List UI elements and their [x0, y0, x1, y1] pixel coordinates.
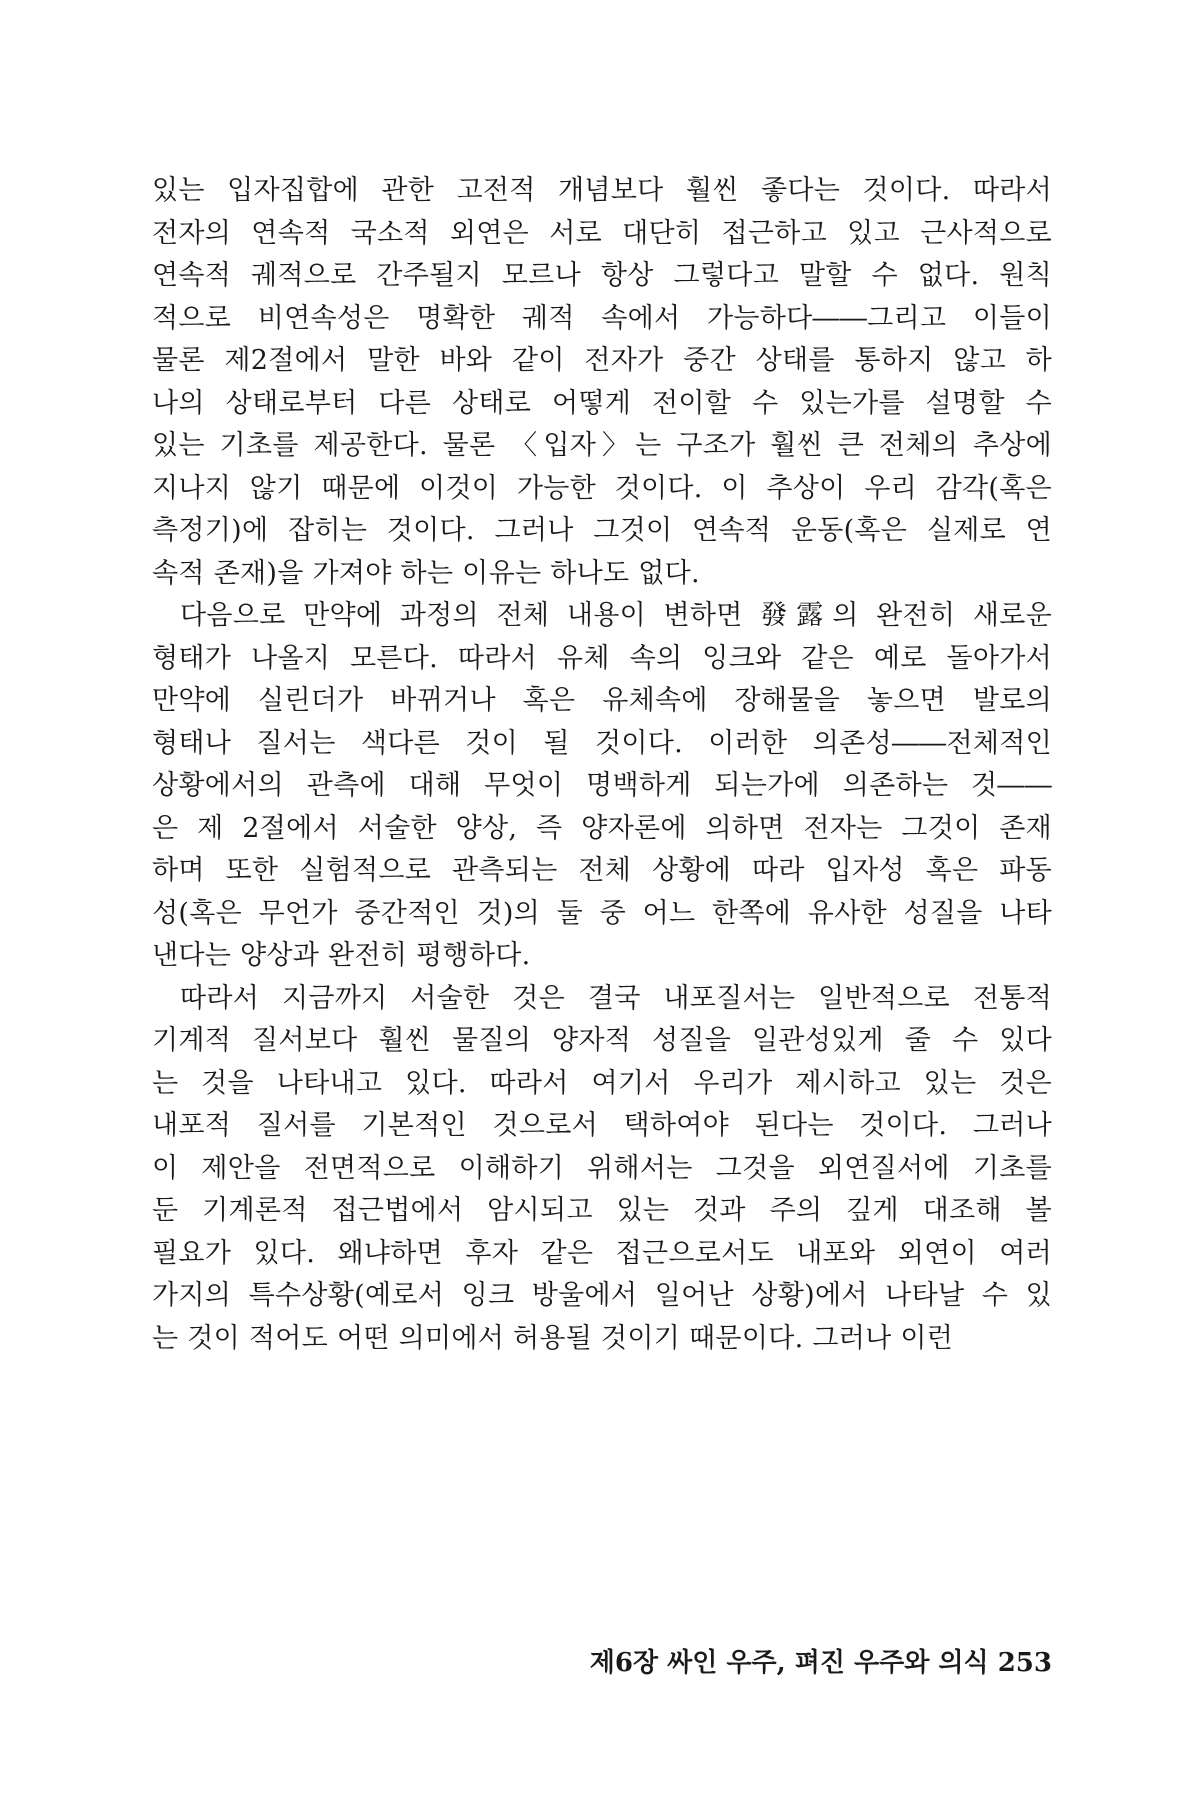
text-line: 이 제안을 전면적으로 이해하기 위해서는 그것을 외연질서에 기초를 — [152, 1152, 1052, 1184]
text-line: 상황에서의 관측에 대해 무엇이 명백하게 되는가에 의존하는 것―― — [152, 770, 1052, 801]
text-line: 는 것이 적어도 어떤 의미에서 허용될 것이기 때문이다. 그러나 이런 — [152, 1322, 954, 1354]
text-line: 는 것을 나타내고 있다. 따라서 여기서 우리가 제시하고 있는 것은 — [152, 1067, 1052, 1099]
body-text — [152, 170, 1052, 1360]
text-line: 측정기)에 잡히는 것이다. 그러나 그것이 연속적 운동(혹은 실제로 연 — [152, 515, 1052, 546]
text-line: 따라서 지금까지 서술한 것은 결국 내포질서는 일반적으로 전통적 — [180, 982, 1052, 1014]
text-line: 기계적 질서보다 훨씬 물질의 양자적 성질을 일관성있게 줄 수 있다 — [152, 1025, 1052, 1056]
text-line: 다음으로 만약에 과정의 전체 내용이 변하면 發露의 완전히 새로운 — [180, 600, 1052, 631]
text-line: 내포적 질서를 기본적인 것으로서 택하여야 된다는 것이다. 그러나 — [152, 1110, 1052, 1141]
text-line: 전자의 연속적 국소적 외연은 서로 대단히 접근하고 있고 근사적으로 — [152, 217, 1052, 249]
paragraph — [152, 595, 1052, 978]
paragraph — [152, 170, 1052, 595]
text-line: 있는 입자집합에 관한 고전적 개념보다 훨씬 좋다는 것이다. 따라서 — [152, 175, 1052, 206]
text-line: 가지의 특수상황(예로서 잉크 방울에서 일어난 상황)에서 나타날 수 있 — [152, 1280, 1052, 1311]
text-line: 형태나 질서는 색다른 것이 될 것이다. 이러한 의존성――전체적인 — [152, 727, 1052, 759]
text-line: 하며 또한 실험적으로 관측되는 전체 상황에 따라 입자성 혹은 파동 — [152, 855, 1052, 886]
text-line: 만약에 실린더가 바뀌거나 혹은 유체속에 장해물을 놓으면 발로의 — [152, 685, 1052, 716]
text-line: 물론 제2절에서 말한 바와 같이 전자가 중간 상태를 통하지 않고 하 — [152, 345, 1052, 376]
text-line: 적으로 비연속성은 명확한 궤적 속에서 가능하다――그리고 이들이 — [152, 302, 1052, 334]
text-line: 성(혹은 무언가 중간적인 것)의 둘 중 어느 한쪽에 유사한 성질을 나타 — [152, 897, 1052, 929]
page-footer — [560, 1642, 1052, 1679]
text-line: 형태가 나올지 모른다. 따라서 유체 속의 잉크와 같은 예로 돌아가서 — [152, 642, 1052, 674]
paragraph — [152, 978, 1052, 1361]
text-line: 둔 기계론적 접근법에서 암시되고 있는 것과 주의 깊게 대조해 볼 — [152, 1195, 1052, 1226]
text-line: 낸다는 양상과 완전히 평행하다. — [152, 940, 531, 971]
text-line: 나의 상태로부터 다른 상태로 어떻게 전이할 수 있는가를 설명할 수 — [152, 387, 1052, 419]
text-line: 필요가 있다. 왜냐하면 후자 같은 접근으로서도 내포와 외연이 여러 — [152, 1237, 1052, 1269]
text-line: 있는 기초를 제공한다. 물론 〈입자〉는 구조가 훨씬 큰 전체의 추상에 — [152, 430, 1052, 461]
text-line: 은 제 2절에서 서술한 양상, 즉 양자론에 의하면 전자는 그것이 존재 — [152, 812, 1052, 844]
text-line: 속적 존재)을 가져야 하는 이유는 하나도 없다. — [152, 557, 700, 589]
running-head: 제6장 싸인 우주, 펴진 우주와 의식 — [589, 1648, 989, 1678]
text-line: 지나지 않기 때문에 이것이 가능한 것이다. 이 추상이 우리 감각(혹은 — [152, 472, 1052, 504]
text-line: 연속적 궤적으로 간주될지 모르나 항상 그렇다고 말할 수 없다. 원칙 — [152, 260, 1052, 291]
page-number: 253 — [997, 1648, 1052, 1678]
